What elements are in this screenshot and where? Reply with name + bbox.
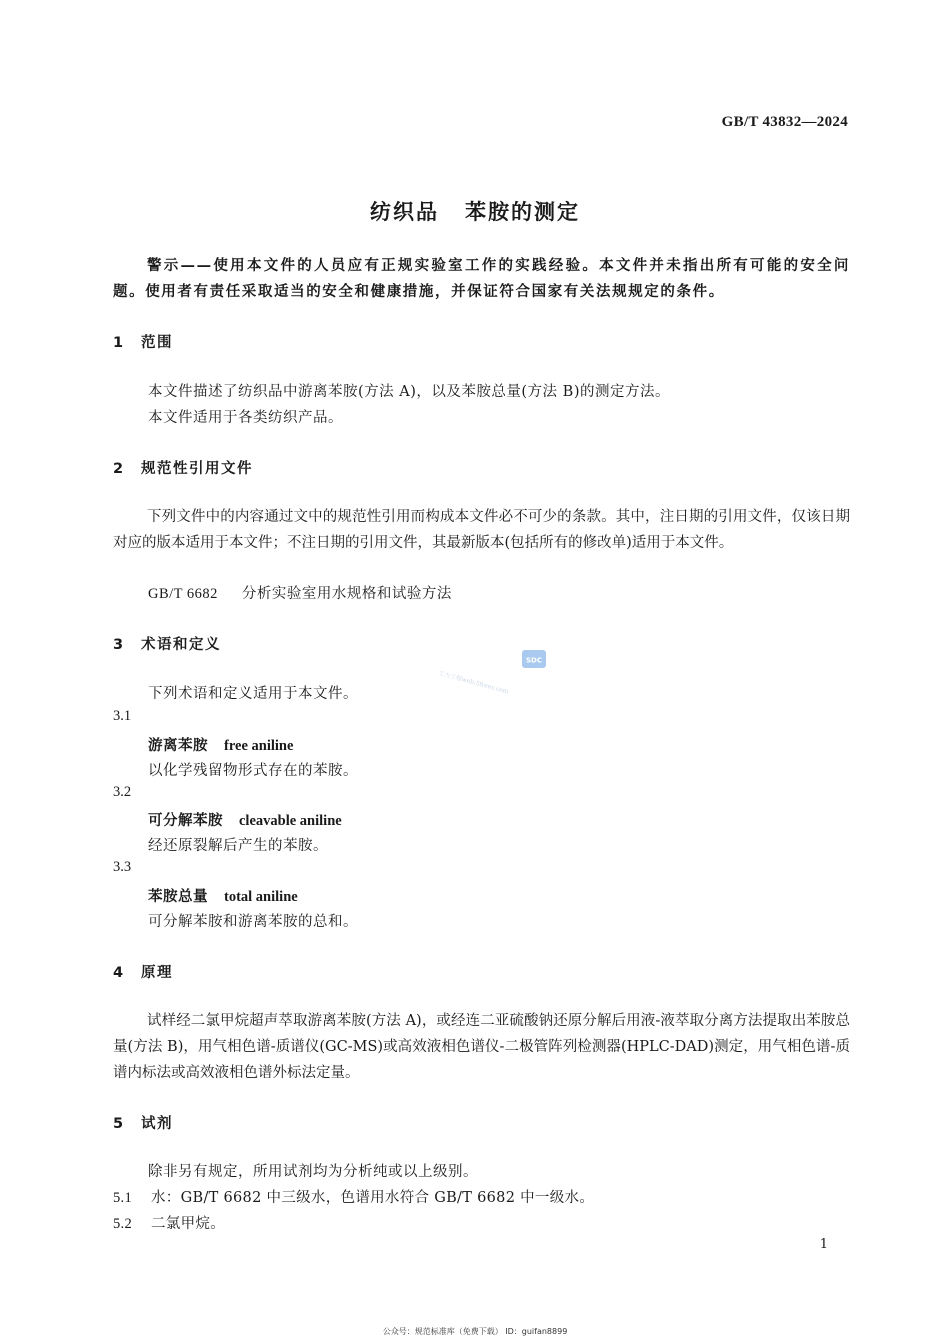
section-title: 术语和定义	[141, 637, 221, 653]
section-3-intro: 下列术语和定义适用于本文件。	[148, 686, 358, 702]
section-title: 试剂	[141, 1116, 173, 1132]
section-2-paragraph: 下列文件中的内容通过文中的规范性引用而构成本文件必不可少的条款。其中，注日期的引用文件，仅该日期对应的版本适用于本文件；不注日期的引用文件，其最新版本(包括所有的修改单)适用于本文件。	[113, 509, 850, 551]
watermark-logo-icon	[521, 648, 547, 670]
term-definition: 可分解苯胺和游离苯胺的总和。	[148, 914, 358, 930]
normative-reference	[148, 582, 452, 603]
clause-item	[113, 1212, 225, 1233]
clause-text: 水：GB/T 6682 中三级水，色谱用水符合 GB/T 6682 中一级水。	[151, 1190, 595, 1206]
reference-code: GB/T 6682	[148, 586, 218, 602]
section-4-heading	[113, 961, 173, 982]
watermark-logo-text: SDC	[526, 656, 542, 665]
term-definition: 经还原裂解后产生的苯胺。	[148, 838, 328, 854]
term-heading	[148, 734, 293, 755]
term-english: free aniline	[224, 738, 294, 754]
term-english: total aniline	[224, 889, 298, 905]
section-4-paragraph: 试样经二氯甲烷超声萃取游离苯胺(方法 A)，或经连二亚硫酸钠还原分解后用液-液萃取分离方法提取出苯胺总量(方法 B)，用气相色谱-质谱仪(GC-MS)或高效液相色谱仪-二极管阵列检测器(HPLC-DAD)测定，用气相色谱-质谱内标法或高效液相色谱外标法定量。	[113, 1013, 850, 1081]
term-definition: 以化学残留物形式存在的苯胺。	[148, 763, 358, 779]
section-3-heading	[113, 633, 221, 654]
section-1-heading	[113, 331, 173, 352]
term-number: 3.3	[113, 859, 132, 875]
document-title	[0, 196, 950, 226]
section-5-intro: 除非另有规定，所用试剂均为分析纯或以上级别。	[148, 1164, 478, 1180]
warning-notice: 警示——使用本文件的人员应有正规实验室工作的实践经验。本文件并未指出所有可能的安全问题。使用者有责任采取适当的安全和健康措施，并保证符合国家有关法规规定的条件。	[113, 258, 850, 300]
section-1-line-2: 本文件适用于各类纺织产品。	[148, 410, 343, 426]
clause-item	[113, 1186, 594, 1207]
term-heading	[148, 809, 342, 830]
watermark-text: 工力工程web.5frees.com	[437, 669, 510, 696]
clause-number: 5.2	[113, 1216, 133, 1232]
term-heading	[148, 885, 298, 906]
section-number: 1	[113, 335, 124, 351]
section-1-line-1: 本文件描述了纺织品中游离苯胺(方法 A)，以及苯胺总量(方法 B)的测定方法。	[148, 384, 670, 400]
reference-title: 分析实验室用水规格和试验方法	[241, 586, 452, 602]
footer-note: 公众号：规范标准库（免费下载） ID：guifan8899	[382, 1327, 568, 1336]
term-chinese: 可分解苯胺	[148, 813, 223, 829]
section-2-heading	[113, 457, 253, 478]
term-english: cleavable aniline	[239, 813, 342, 829]
page-number: 1	[819, 1237, 828, 1252]
section-5-heading	[113, 1112, 173, 1133]
section-title: 原理	[141, 965, 173, 981]
term-number: 3.2	[113, 784, 132, 800]
section-number: 5	[113, 1116, 124, 1132]
term-number: 3.1	[113, 708, 132, 724]
section-number: 2	[113, 461, 124, 477]
standard-code: GB/T 43832—2024	[721, 114, 848, 130]
clause-text: 二氯甲烷。	[151, 1216, 225, 1232]
term-chinese: 游离苯胺	[148, 738, 208, 754]
title-part-2: 苯胺的测定	[465, 200, 580, 224]
clause-number: 5.1	[113, 1190, 133, 1206]
section-number: 4	[113, 965, 124, 981]
term-chinese: 苯胺总量	[148, 889, 208, 905]
title-part-1: 纺织品	[370, 200, 439, 224]
section-title: 规范性引用文件	[141, 461, 253, 477]
section-number: 3	[113, 637, 124, 653]
section-title: 范围	[141, 335, 173, 351]
